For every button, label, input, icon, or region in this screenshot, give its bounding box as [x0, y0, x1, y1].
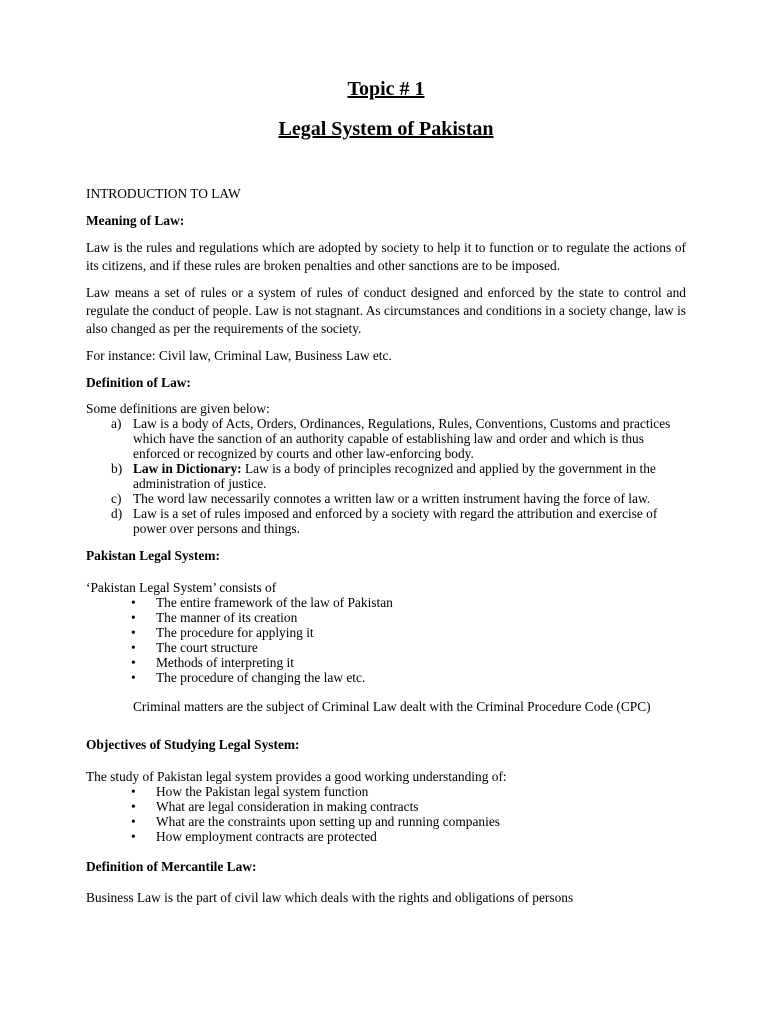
definition-heading: Definition of Law: — [86, 375, 191, 390]
mercantile-heading: Definition of Mercantile Law: — [86, 859, 257, 874]
bullet-icon: • — [131, 595, 136, 610]
objectives-heading: Objectives of Studying Legal System: — [86, 737, 300, 752]
list-item: • How employment contracts are protected — [131, 829, 377, 844]
list-item-text: Law is a body of Acts, Orders, Ordinances, Regulations, Rules, Conventions, Customs and practices which have the sanction of an authority capable of establishing law and order and which is thus enforced or recognized by courts and other law-enforcing body. — [133, 416, 671, 461]
list-item: • What are legal consideration in making contracts — [131, 799, 419, 814]
list-item: • The manner of its creation — [131, 610, 298, 625]
list-item: • What are the constraints upon setting up and running companies — [131, 814, 500, 829]
objectives-bullet-list — [86, 784, 686, 844]
pls-paragraph: Criminal matters are the subject of Criminal Law dealt with the Criminal Procedure Code (CPC) — [133, 699, 651, 714]
list-marker: b) — [111, 461, 123, 476]
list-item: • The entire framework of the law of Pakistan — [131, 595, 393, 610]
meaning-heading: Meaning of Law: — [86, 213, 185, 228]
bullet-icon: • — [131, 625, 136, 640]
bullet-icon: • — [131, 670, 136, 685]
definition-lead: Some definitions are given below: — [86, 401, 270, 416]
list-item — [86, 491, 686, 506]
meaning-paragraph-2: Law means a set of rules or a system of rules of conduct designed and enforced by the state to control and regulate the conduct of people. Law is not stagnant. As circumstances and conditions in a society change, law is also changed as per the requirements of the society. — [86, 285, 686, 336]
bullet-icon: • — [131, 799, 136, 814]
document-title: Legal System of Pakistan — [278, 118, 494, 140]
bullet-icon: • — [131, 784, 136, 799]
list-marker: c) — [111, 491, 122, 506]
mercantile-paragraph: Business Law is the part of civil law which deals with the rights and obligations of persons — [86, 890, 574, 905]
pls-heading: Pakistan Legal System: — [86, 548, 220, 563]
pls-lead: ‘Pakistan Legal System’ consists of — [86, 580, 277, 595]
list-item-bold: Law in Dictionary: — [133, 461, 242, 476]
topic-title: Topic # 1 — [347, 78, 425, 100]
list-item-text: The word law necessarily connotes a written law or a written instrument having the force of law. — [133, 491, 651, 506]
bullet-icon: • — [131, 610, 136, 625]
bullet-icon: • — [131, 829, 136, 844]
list-item-text: Law is a set of rules imposed and enforced by a society with regard the attribution and exercise of power over persons and things. — [133, 506, 658, 536]
list-item — [86, 416, 686, 461]
list-item — [86, 461, 686, 491]
meaning-paragraph-3: For instance: Civil law, Criminal Law, Business Law etc. — [86, 348, 392, 363]
list-marker: a) — [111, 416, 122, 431]
objectives-lead: The study of Pakistan legal system provides a good working understanding of: — [86, 769, 507, 784]
list-item: • The court structure — [131, 640, 258, 655]
pls-bullet-list — [86, 595, 686, 685]
list-item: • How the Pakistan legal system function — [131, 784, 369, 799]
list-item: • The procedure for applying it — [131, 625, 314, 640]
bullet-icon: • — [131, 655, 136, 670]
intro-heading: INTRODUCTION TO LAW — [86, 186, 241, 201]
meaning-paragraph-1: Law is the rules and regulations which are adopted by society to help it to function or to regulate the actions of its citizens, and if these rules are broken penalties and other sanctions are to be imposed. — [86, 240, 686, 273]
list-marker: d) — [111, 506, 123, 521]
bullet-icon: • — [131, 814, 136, 829]
list-item — [86, 506, 686, 536]
list-item: • The procedure of changing the law etc. — [131, 670, 366, 685]
definition-list — [86, 416, 686, 536]
list-item: • Methods of interpreting it — [131, 655, 294, 670]
list-item-text: Law is a body of principles recognized and applied by the government in the administration of justice. — [133, 461, 656, 491]
bullet-icon: • — [131, 640, 136, 655]
